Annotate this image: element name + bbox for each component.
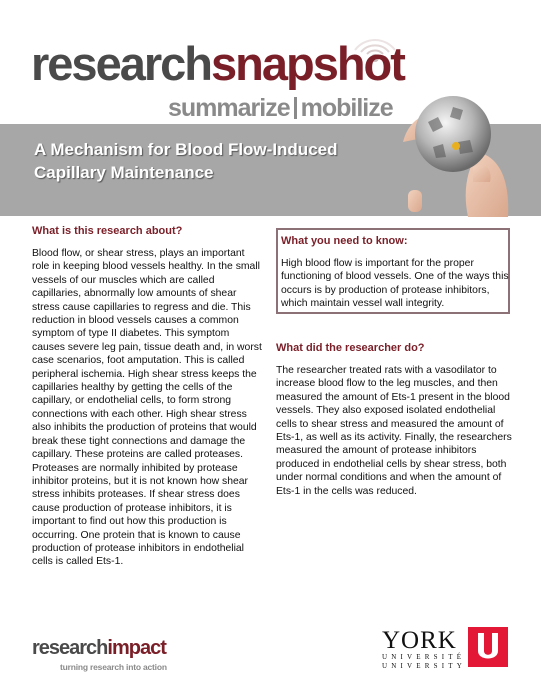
logo-word-snapshot: snapshot	[211, 37, 404, 90]
impact-tagline: turning research into action	[60, 662, 167, 672]
page-title-line2: Capillary Maintenance	[34, 163, 214, 182]
research-impact-logo	[32, 637, 167, 672]
impact-word-impact: impact	[107, 637, 166, 659]
need-to-know-heading: What you need to know:	[281, 235, 408, 247]
york-university: UNIVERSITY	[382, 662, 466, 670]
about-body: Blood flow, or shear stress, plays an important role in keeping blood vessels healthy. In the small vessels of our muscles which are called capillaries, abnormally low amounts of shear stress cause capillaries to regress and die. This reduction in blood vessels causes a common symptom of type II diabetes. This symptom causes severe leg pain, tissue death and, in worst case scenarios, foot amputation. This is called peripheral ischemia. High shear stress keeps the capillaries healthy by getting the cells of the capillary, or endothelial cells, to form strong connections with each other. High shear stress also inhibits the production of proteins that would break these tight connections and damage the capillary. These proteins are called proteases. Proteases are normally inhibited by protease inhibitor proteins, but it is not known how shear stress inhibits proteases. If shear stress does cause production of protease inhibitors, it is important to find out how this production is occurring. One protein that is known to cause production of protease inhibitors in endothelial cells is called Ets-1.	[32, 248, 262, 568]
page-title	[34, 138, 364, 184]
logo-sub-divider	[294, 97, 297, 119]
what-did-body: The researcher treated rats with a vasodilator to increase blood flow to the leg muscles, and then measured the amount of Ets-1 present in the blood vessels. They also exposed isolated endothelial cells to shear stress and measured the amount of Ets-1, as well as its activity. Finally, the researchers measured the amount of protease inhibitors produced in endothelial cells by shear stress, both under normal conditions and when the amount of Ets-1 in the cells was reduced.	[276, 365, 512, 497]
page-title-line1: A Mechanism for Blood Flow-Induced	[34, 140, 338, 159]
research-snapshot-logo	[31, 37, 404, 90]
logo-word-research: research	[31, 37, 211, 90]
impact-word-research: research	[32, 637, 108, 659]
globe-in-hand-image	[398, 82, 518, 222]
what-did-heading: What did the researcher do?	[276, 342, 425, 354]
logo-sub-summarize: summarize	[168, 94, 290, 122]
need-to-know-body: High blood flow is important for the proper functioning of blood vessels. One of the ways this occurs is by production of protease inhibitors, which maintain vessel wall integrity.	[281, 258, 509, 310]
york-name: YORK	[382, 627, 457, 654]
york-universite: UNIVERSITÉ	[382, 653, 466, 661]
logo-subtitle	[168, 96, 393, 121]
about-heading: What is this research about?	[32, 225, 183, 237]
york-university-logo	[382, 628, 466, 671]
york-u-icon	[468, 627, 508, 667]
logo-sub-mobilize: mobilize	[300, 94, 393, 122]
